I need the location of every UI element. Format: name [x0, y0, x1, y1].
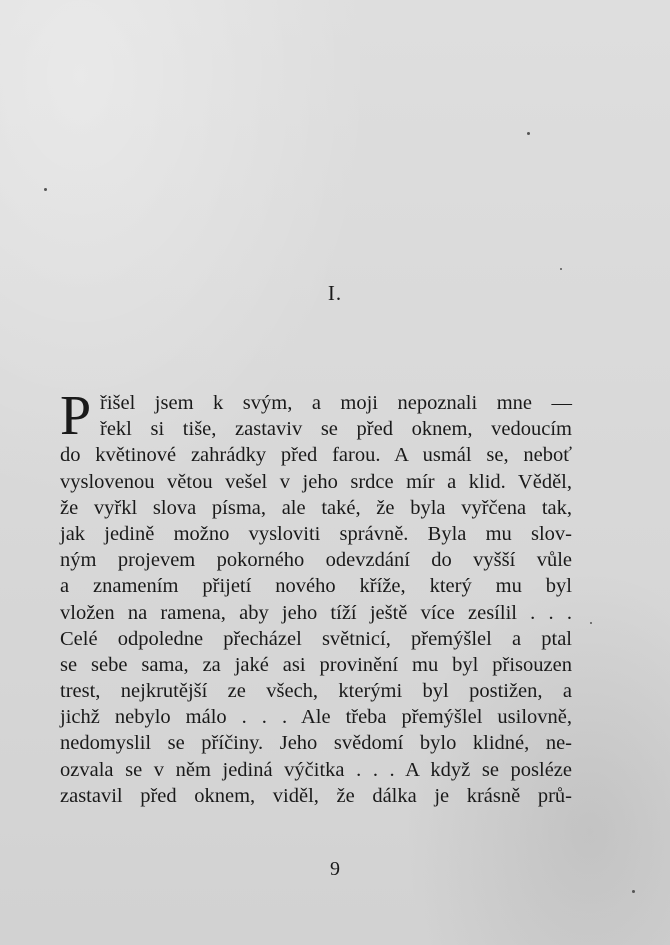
paper-speck [590, 622, 592, 624]
text-line: jichž nebylo málo . . . Ale třeba přemýšlel usilovně, [60, 706, 572, 729]
paper-speck [632, 890, 635, 893]
text-line: se sebe sama, za jaké asi provinění mu byl přisouzen [60, 653, 572, 676]
text-line: do květinové zahrádky před farou. A usmál se, neboť [60, 444, 572, 467]
paper-speck [560, 268, 562, 270]
text-line: trest, nejkrutější ze všech, kterými byl postižen, a [60, 680, 572, 703]
text-line: Celé odpoledne přecházel světnicí, přemýšlel a ptal [60, 627, 572, 650]
text-line: že vyřkl slova písma, ale také, že byla vyřčena tak, [60, 496, 572, 519]
drop-cap: P [60, 385, 92, 447]
text-line: řekl si tiše, zastaviv se před oknem, vedoucím [100, 418, 572, 441]
chapter-heading: I. [327, 281, 343, 305]
paper-speck [44, 188, 47, 191]
text-line: vyslovenou větou vešel v jeho srdce mír a klid. Věděl, [60, 470, 572, 493]
text-line: zastavil před oknem, viděl, že dálka je krásně prů- [60, 784, 572, 807]
body-text [60, 385, 572, 809]
text-line: vložen na ramena, aby jeho tíží ještě více zesílil . . . [60, 601, 572, 624]
text-line: a znamením přijetí nového kříže, který mu byl [60, 575, 572, 598]
text-line: ozvala se v něm jediná výčitka . . . A když se posléze [60, 758, 572, 781]
text-line: řišel jsem k svým, a moji nepoznali mne — [100, 392, 572, 414]
text-line: ným projevem pokorného odevzdání do vyšší vůle [60, 549, 572, 572]
text-line: jak jedině možno vysloviti správně. Byla mu slov- [60, 522, 572, 545]
page-number: 9 [330, 858, 340, 880]
paper-speck [527, 132, 530, 135]
text-line: nedomyslil se příčiny. Jeho svědomí bylo klidné, ne- [60, 732, 572, 755]
